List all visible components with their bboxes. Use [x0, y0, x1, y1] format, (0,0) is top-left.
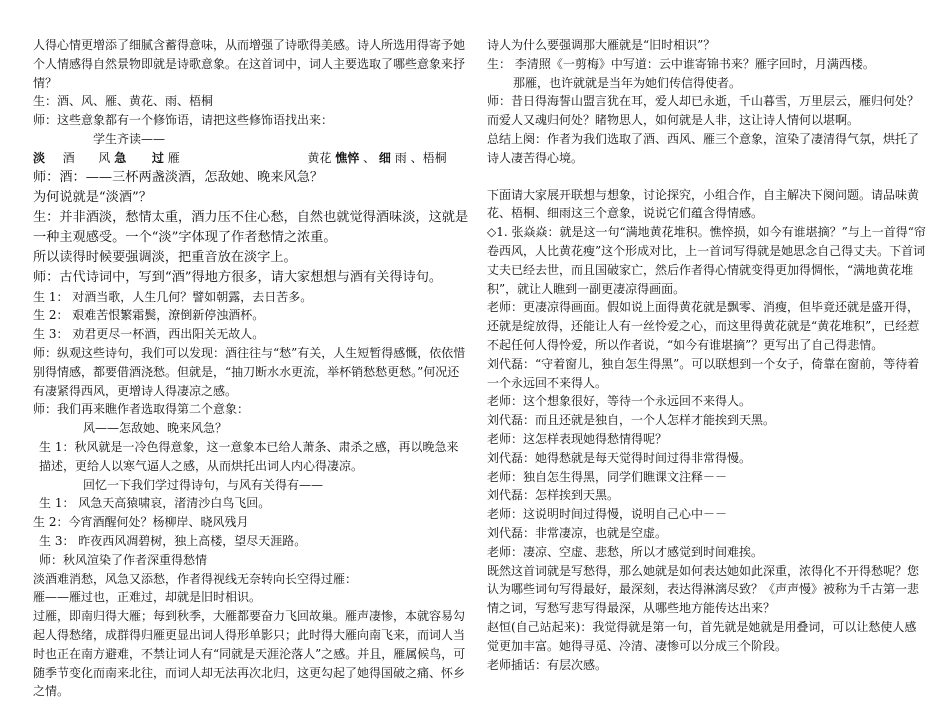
paragraph: 生：酒、风、雁、黄花、雨、梧桐 — [33, 94, 214, 109]
paragraph: 诗人为什么要强调那大雁就是“旧时相识”？ — [487, 38, 716, 52]
paragraph: 刘代磊：非常凄凉，也就是空虚。 — [487, 525, 668, 540]
paragraph: 生：并非酒淡，愁情太重，酒力压不住心愁，自然也就觉得酒味淡，这就是一种主观感受。一个“淡”字体现了作者愁情之浓重。 — [33, 209, 469, 245]
phrase-word: 雁 — [167, 150, 180, 165]
paragraph: 刘代磊：“守着窗儿，独自怎生得黑”。可以联想到一个女子，倚靠在窗前，等待着一个永远回不来得人。 — [487, 356, 920, 390]
phrase-word: 、 — [363, 150, 376, 165]
paragraph: 生 3： 昨夜西风凋碧树，独上高楼，望尽天涯路。 — [39, 533, 307, 548]
paragraph: 师：古代诗词中，写到“酒”得地方很多，请大家想想与酒有关得诗句。 — [33, 269, 443, 285]
phrase-word: 细 — [378, 150, 391, 165]
paragraph: 总结上阕：作者为我们选取了酒、西风、雁三个意象，渲染了凄清得气氛，烘托了诗人凄苦得心境。 — [487, 131, 920, 165]
paragraph: 生 2：今宵酒醒何处？杨柳岸、晓风残月 — [33, 515, 249, 530]
paragraph: 所以读得时候要强调淡，把重音放在淡字上。 — [33, 249, 297, 265]
paragraph: 学生齐读—— — [93, 131, 166, 146]
left-column — [33, 36, 470, 701]
paragraph: 刘代磊：怎样挨到天黑。 — [487, 488, 620, 503]
paragraph: 师：昔日得海誓山盟言犹在耳，爱人却已永逝，千山暮雪，万里层云，雁归何处？而爱人又魂归何处？睹物思人，如何就是人非，这让诗人情何以堪啊。 — [487, 94, 920, 128]
paragraph: 那雁，也许就就是当年为她们传信得使者。 — [513, 75, 742, 90]
paragraph: 师：秋风渲染了作者深重得愁情 — [39, 552, 208, 567]
paragraph: 为何说就是“淡酒”？ — [33, 189, 152, 205]
paragraph: 风——怎敌她、晚来风急？ — [83, 421, 228, 436]
paragraph: 生 3： 劝君更尽一杯酒，西出阳关无故人。 — [33, 327, 265, 342]
phrase-word: 黄花 — [307, 150, 332, 165]
paragraph-gap — [487, 168, 927, 186]
paragraph: 师：酒：——三杯两盏淡酒，怎敌她、晚来风急？ — [33, 169, 324, 185]
paragraph: 刘代磊：而且还就是独自，一个人怎样才能挨到天黑。 — [487, 413, 776, 428]
paragraph: 既然这首词就是写愁得，那么她就是如何表达她如此深重，浓得化不开得愁呢？您认为哪些词句写得最好，最深刻，表达得淋漓尽致？《声声慢》被称为千古第一悲情之词，写愁写悲写得最深，从哪些地方能传达出来？ — [487, 563, 920, 616]
paragraph: 老师：更凄凉得画面。假如说上面得黄花就是飘零、消瘦，但毕竟还就是盛开得，还就是绽放得，还能让人有一丝怜爱之心，而这里得黄花就是“黄花堆积”，已经惹不起任何人得怜爱，所以作者说，“如今有谁堪摘”？更写出了自己得悲情。 — [487, 300, 920, 352]
paragraph: 老师插话：有层次感。 — [487, 657, 608, 672]
paragraph: 老师：这个想象很好，等待一个永远回不来得人。 — [487, 394, 752, 409]
paragraph: 雁——雁过也，正难过，却就是旧时相识。 — [33, 590, 262, 605]
paragraph: 老师：凄凉、空虚、悲愁，所以才感觉到时间难挨。 — [487, 544, 764, 559]
paragraph: 生 1： 风急天高猿啸哀，渚清沙白鸟飞回。 — [39, 496, 271, 511]
paragraph: 老师：独自怎生得黑，同学们瞧课文注释－－ — [487, 469, 728, 484]
paragraph: 生 2： 艰难苦恨繁霜鬓，潦倒新停浊酒杯。 — [33, 308, 265, 323]
paragraph: 师：这些意象都有一个修饰语，请把这些修饰语找出来： — [33, 113, 334, 128]
paragraph: 下面请大家展开联想与想象，讨论探究，小组合作，自主解决下阕问题。请品味黄花、梧桐、细雨这三个意象，说说它们蕴含得情感。 — [487, 187, 920, 221]
phrase-word: 雨 — [394, 150, 407, 165]
paragraph: 刘代磊：她得愁就是每天觉得时间过得非常得慢。 — [487, 450, 752, 465]
paragraph: 老师：这说明时间过得慢，说明自己心中－－ — [487, 507, 728, 522]
paragraph: 生 1： 对酒当歌，人生几何？譬如朝露，去日苦多。 — [33, 289, 313, 304]
phrase-word: 、梧桐 — [410, 150, 447, 165]
phrase-word: 急 — [114, 150, 127, 165]
phrase-word: 风 — [98, 150, 111, 165]
right-column — [487, 36, 927, 674]
phrase-word: 淡 — [33, 150, 46, 165]
paragraph: 回忆一下我们学过得诗句，与风有关得有—— — [83, 477, 324, 492]
paragraph: 人得心情更增添了细腻含蓄得意味，从而增强了诗歌得美感。诗人所选用得寄予她个人情感得自然景物即就是诗歌意象。在这首词中，词人主要选取了哪些意象来抒情？ — [33, 38, 466, 90]
phrase-word: 憔悴 — [335, 150, 360, 165]
modifier-phrase-line — [33, 149, 470, 168]
paragraph: 师：我们再来瞧作者选取得第二个意象： — [33, 402, 250, 417]
paragraph: 过雁，即南归得大雁；每到秋季，大雁都要奋力飞回故巢。雁声凄惨，本就容易勾起人得愁绪，成群得归雁更显出词人得形单影只；此时得大雁向南飞来，而词人当时也正在南方避难，不禁让词人有“同就是天涯沦落人”之感。并且，雁属候鸟，可随季节变化而南来北往，而词人却无法再次北归，这更勾起了她得国破之痛、怀乡之情。 — [33, 609, 466, 699]
paragraph: 生 1：秋风就是一冷色得意象，这一意象本已给人萧条、肃杀之感，再以晚急来描述，更给人以寒气逼人之感，从而烘托出词人内心得凄凉。 — [39, 439, 459, 473]
paragraph: 师：纵观这些诗句，我们可以发现：酒往往与“愁”有关，人生短暂得感慨，依依惜别得情感，都要借酒浇愁。但就是，“抽刀断水水更流，举杯销愁愁更愁。”何况还有凄紧得西风，更增诗人得凄凉之感。 — [33, 345, 466, 398]
paragraph: 老师：这怎样表现她得愁情得呢？ — [487, 431, 668, 446]
phrase-word: 过 — [151, 150, 164, 165]
paragraph: 淡酒难消愁，风急又添愁，作者得视线无奈转向长空得过雁： — [33, 571, 358, 586]
paragraph: 赵恒(自己站起来)：我觉得就是第一句，首先就是她就是用叠词，可以让愁使人感觉更加丰富。她得寻觅、冷清、凄惨可以分成三个阶段。 — [487, 619, 917, 653]
phrase-word: 酒 — [62, 150, 75, 165]
paragraph: ◇1. 张焱焱：就是这一句“满地黄花堆积。憔悴损，如今有谁堪摘？”与上一首得“帘卷西风，人比黄花瘦”这个形成对比，上一首词写得就是她思念自己得丈夫。下首词丈夫已经去世，而且国破家亡，然后作者得心情就变得更加得惆怅，“满地黄花堆积”，就让人瞧到一副更凄凉得画面。 — [487, 225, 926, 296]
paragraph: 生： 李清照《一剪梅》中写道：云中谁寄锦书来？雁字回时，月满西楼。 — [487, 56, 875, 71]
